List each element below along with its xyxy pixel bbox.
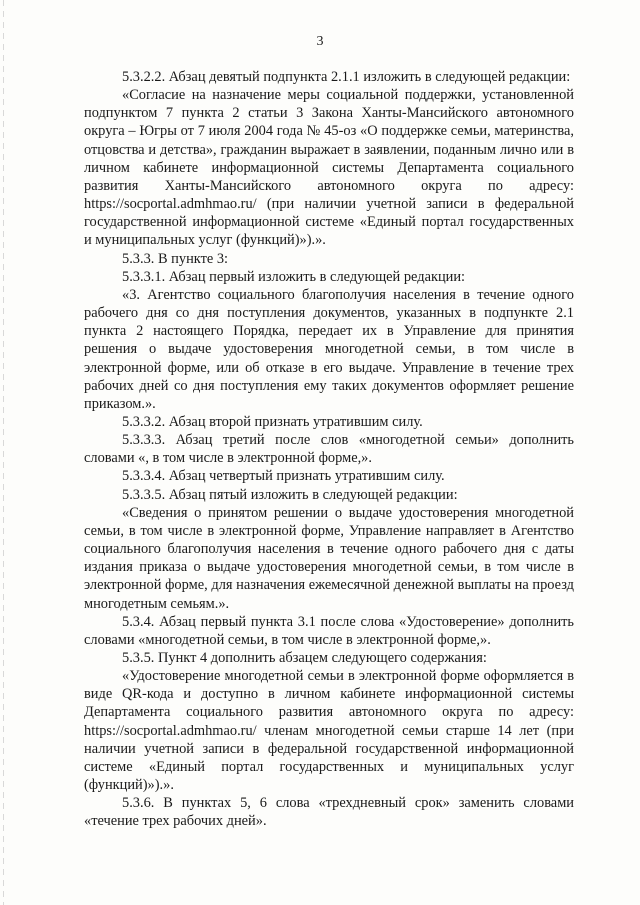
paragraph: «Сведения о принятом решении о выдаче удостоверения многодетной семьи, в том числе в электронной форме, Управление направляет в Агентство социального благополучия населения в течение одного рабочего дня с даты издания приказа о выдаче удостоверения многодетной семьи, в том числе в электронной форме, для назначения ежемесячной денежной выплаты на проезд многодетным семьям.».: [84, 504, 574, 612]
paragraph: «Удостоверение многодетной семьи в электронной форме оформляется в виде QR-кода и доступно в личном кабинете информационной системы Департамента социального развития автономного округа по адресу: https://socportal.admhmao.ru/ членам многодетной семьи старше 14 лет (при наличии учетной записи в федеральной государственной информационной системе «Единый портал государственных и муниципальных услуг (функций)»).».: [84, 668, 574, 794]
paragraph: 5.3.5. Пункт 4 дополнить абзацем следующего содержания:: [122, 650, 487, 666]
paragraph: 5.3.3.3. Абзац третий после слов «многодетной семьи» дополнить словами «, в том числе в электронной форме,».: [84, 432, 574, 467]
paragraph: 5.3.3.1. Абзац первый изложить в следующей редакции:: [122, 268, 466, 285]
paragraph: 5.3.3.5. Абзац пятый изложить в следующей редакции:: [122, 486, 458, 503]
paragraph: 5.3.3.4. Абзац четвертый признать утратившим силу.: [122, 468, 445, 485]
paragraph: 5.3.6. В пунктах 5, 6 слова «трехдневный срок» заменить словами «течение трех рабочих дней».: [84, 795, 574, 830]
page-number: 3: [316, 34, 324, 49]
paragraph: 5.3.4. Абзац первый пункта 3.1 после слова «Удостоверение» дополнить словами «многодетной семьи, в том числе в электронной форме,».: [84, 613, 574, 648]
document-body: [84, 68, 574, 831]
paragraph: 5.3.2.2. Абзац девятый подпункта 2.1.1 изложить в следующей редакции:: [122, 69, 571, 85]
paragraph: 5.3.3.2. Абзац второй признать утратившим силу.: [122, 413, 423, 430]
paragraph: 5.3.3. В пункте 3:: [122, 250, 229, 267]
scan-edge-mark: [3, 0, 4, 905]
paragraph: «3. Агентство социального благополучия населения в течение одного рабочего дня со дня поступления документов, указанных в подпункте 2.1 пункта 2 настоящего Порядка, передает их в Управление для принятия решения о выдаче удостоверения многодетной семьи, в том числе в электронной форме, или об отказе в его выдаче. Управление в течение трех рабочих дней со дня поступления ему таких документов оформляет решение приказом.».: [84, 286, 574, 412]
paragraph: «Согласие на назначение меры социальной поддержки, установленной подпунктом 7 пункта 2 статьи 3 Закона Ханты-Мансийского автономного округа – Югры от 7 июля 2004 года № 45-оз «О поддержке семьи, материнства, отцовства и детства», гражданин выражает в заявлении, поданным лично или в личном кабинете информационной системы Департамента социального развития Ханты-Мансийского автономного округа по адресу: https://socportal.admhmao.ru/ (при наличии учетной записи в федеральной государственной информационной системе «Единый портал государственных и муниципальных услуг (функций)»).».: [84, 87, 574, 249]
